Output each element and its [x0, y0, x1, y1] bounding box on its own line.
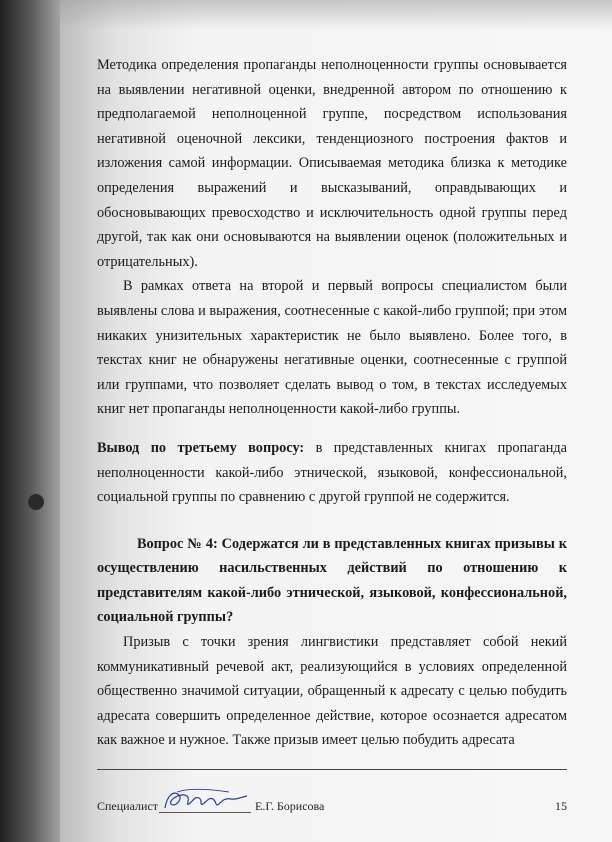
page-footer: [97, 796, 567, 820]
body-text: [97, 53, 567, 753]
specialist-label: Специалист: [97, 799, 159, 813]
paragraph-conclusion-3: [97, 436, 567, 510]
conclusion-lead: Вывод по третьему вопросу:: [97, 439, 305, 456]
specialist-name: Е.Г. Борисова: [255, 799, 325, 813]
footer-rule: [97, 769, 567, 770]
paragraph-appeal-definition: Призыв с точки зрения лингвистики представляет собой некий коммуникативный речевой акт, реализующийся в условиях определенной общественно значимой ситуации, обращенный к адресату с целью побудить адресата совершить определенное действие, которое осознается адресатом как важное и нужное. Также призыв имеет целью побудить адресата: [97, 634, 567, 749]
paragraph-findings: В рамках ответа на второй и первый вопросы специалистом были выявлены слова и выражения, соотнесенные с какой-либо группой; при этом никаких унизительных характеристик не было выявлено. Более того, в текстах книг не обнаружены негативные оценки, соотнесенные с группой или группами, что позволяет сделать вывод о том, в текстах исследуемых книг нет пропаганды неполноценности какой-либо группы.: [97, 278, 567, 418]
conclusion-text: в представленных книгах пропаганда неполноценности какой-либо этнической, языковой, конфессиональной, социальной группы по сравнению с другой группой не содержится.: [97, 439, 567, 506]
top-shadow: [60, 0, 612, 30]
paragraph-methodology: Методика определения пропаганды неполноценности группы основывается на выявлении негативной оценки, внедренной автором по отношению к предполагаемой неполноценной группе, посредством использования негативной оценочной лексики, тенденциозного построения фактов и изложения самой информации. Описываемая методика близка к методике определения выражений и высказываний, оправдывающих и обосновывающих превосходство и исключительность одной группы перед другой, так как они основываются на выявлении оценок (положительных и отрицательных).: [97, 57, 567, 270]
signature-line: [159, 812, 251, 813]
question-4-heading: Вопрос № 4: Содержатся ли в представленных книгах призывы к осуществлению насильственных действий по отношению к представителям какой-либо этнической, языковой, конфессиональной, социальной группы?: [97, 535, 567, 626]
binder-hole: [28, 494, 44, 510]
page-number: 15: [555, 799, 567, 813]
